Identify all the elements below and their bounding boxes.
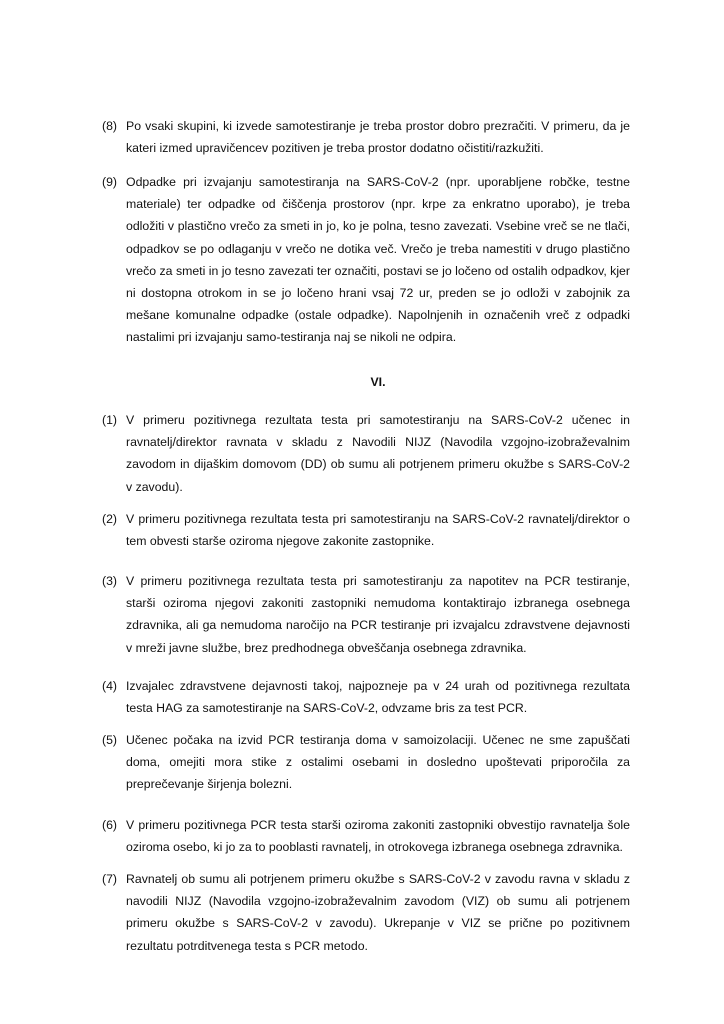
paragraph-text: V primeru pozitivnega rezultata testa pri samotestiranju za napotitev na PCR testiranje, starši oziroma njegovi zakoniti zastopniki nemudoma kontaktirajo izbranega osebnega zdravnika, ali ga nemudoma naročijo na PCR testiranje pri izvajalcu zdravstvene dejavnosti v mreži javne službe, brez predhodnega obveščanja osebnega zdravnika. bbox=[126, 574, 630, 655]
paragraph-item-5 bbox=[102, 729, 630, 796]
paragraph-item-8 bbox=[102, 115, 630, 159]
paragraph-item-7 bbox=[102, 868, 630, 957]
paragraph-item-9 bbox=[102, 171, 630, 349]
paragraph-item-1 bbox=[102, 409, 630, 498]
paragraph-number: (4) bbox=[102, 679, 118, 693]
paragraph-number: (6) bbox=[102, 818, 118, 832]
paragraph-text: Ravnatelj ob sumu ali potrjenem primeru okužbe s SARS-CoV-2 v zavodu ravna v skladu z navodili NIJZ (Navodila vzgojno-izobraževalnim zavodom (VIZ) ob sumu ali potrjenem primeru okužbe s SARS-CoV-2 v zavodu). Ukrepanje v VIZ se prične po pozitivnem rezultatu potrditvenega testa s PCR metodo. bbox=[126, 872, 630, 953]
paragraph-number: (5) bbox=[102, 733, 118, 747]
paragraph-text: V primeru pozitivnega rezultata testa pri samotestiranju na SARS-CoV-2 učenec in ravnatelj/direktor ravnata v skladu z Navodili NIJZ (Navodila vzgojno-izobraževalnim zavodom in dijaškim domovom (DD) ob sumu ali potrjenem primeru okužbe s SARS-CoV-2 v zavodu). bbox=[126, 413, 630, 494]
paragraph-text: Izvajalec zdravstvene dejavnosti takoj, najpozneje pa v 24 urah od pozitivnega rezultata testa HAG za samotestiranje na SARS-CoV-2, odvzame bris za test PCR. bbox=[126, 679, 630, 716]
paragraph-number: (9) bbox=[102, 175, 118, 189]
paragraph-text: V primeru pozitivnega PCR testa starši oziroma zakoniti zastopniki obvestijo ravnatelja šole oziroma osebo, ki jo za to pooblasti ravnatelj, in otrokovega izbranega osebnega zdravnika. bbox=[126, 818, 630, 855]
paragraph-text: Učenec počaka na izvid PCR testiranja doma v samoizolaciji. Učenec ne sme zapuščati doma, omejiti mora stike z ostalimi osebami in dosledno upoštevati priporočila za preprečevanje širjenja bolezni. bbox=[126, 733, 630, 792]
paragraph-item-2 bbox=[102, 508, 630, 552]
paragraph-number: (7) bbox=[102, 872, 118, 886]
paragraph-number: (2) bbox=[102, 512, 118, 526]
paragraph-item-3 bbox=[102, 570, 630, 659]
paragraph-text: Odpadke pri izvajanju samotestiranja na SARS-CoV-2 (npr. uporabljene robčke, testne materiale) ter odpadke od čiščenja prostorov (npr. krpe za enkratno uporabo), je treba odložiti v plastično vrečo za smeti in jo, ko je polna, tesno zavezati. Vsebine vreč se ne tlači, odpadkov se po odlaganju v vrečo ne dotika več. Vrečo je treba namestiti v drugo plastično vrečo za smeti in jo tesno zavezati ter označiti, postavi se jo ločeno od ostalih odpadkov, kjer ni dostopna otrokom in se jo ločeno hrani vsaj 72 ur, preden se jo odloži v zabojnik za mešane komunalne odpadke (ostale odpadke). Napolnjenih in označenih vreč z odpadki nastalimi pri izvajanju samo-testiranja naj se nikoli ne odpira. bbox=[126, 175, 630, 345]
paragraph-item-6 bbox=[102, 814, 630, 858]
paragraph-number: (8) bbox=[102, 119, 118, 133]
paragraph-text: V primeru pozitivnega rezultata testa pri samotestiranju na SARS-CoV-2 ravnatelj/direktor o tem obvesti starše oziroma njegove zakonite zastopnike. bbox=[126, 512, 630, 549]
section-heading: VI. bbox=[370, 375, 386, 389]
paragraph-text: Po vsaki skupini, ki izvede samotestiranje je treba prostor dobro prezračiti. V primeru, da je kateri izmed upravičencev pozitiven je treba prostor dodatno očistiti/razkužiti. bbox=[126, 119, 630, 156]
paragraph-item-4 bbox=[102, 675, 630, 719]
paragraph-number: (1) bbox=[102, 413, 118, 427]
paragraph-number: (3) bbox=[102, 574, 118, 588]
